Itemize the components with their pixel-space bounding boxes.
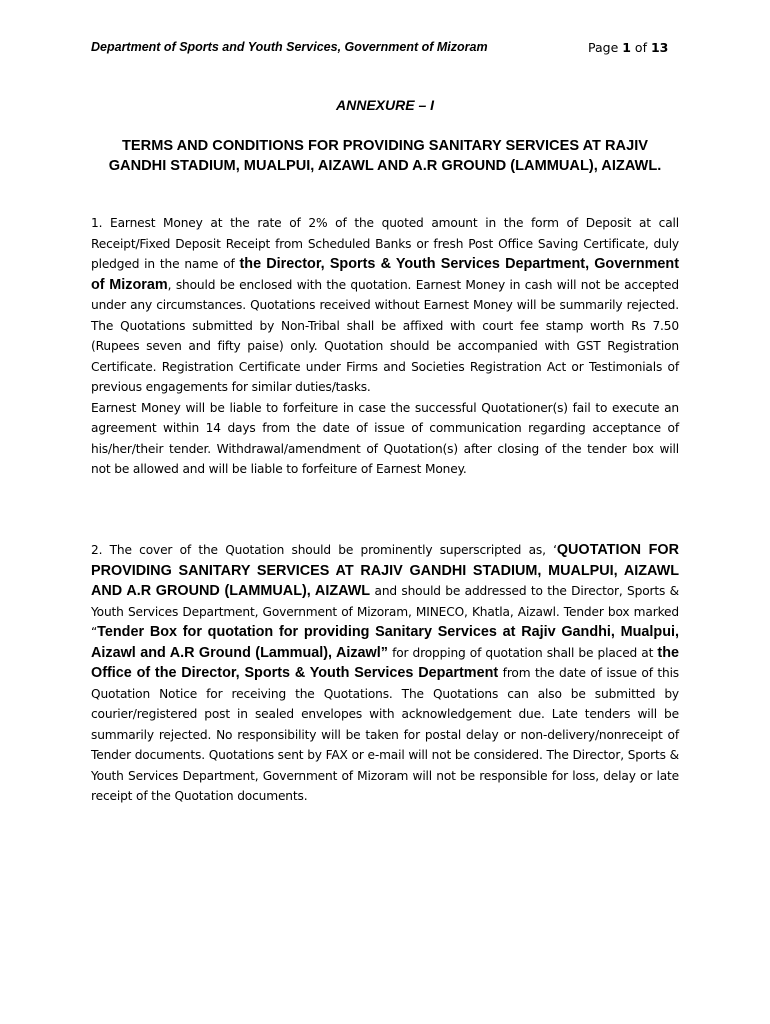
page-prefix: Page — [588, 40, 623, 55]
section-1-paragraph-2: Earnest Money will be liable to forfeiture in case the successful Quotationer(s) fail to execute an agreement within 14 days from the date of issue of communication regarding acceptance of his/her/their tender. Withdrawal/amendment of Quotation(s) after closing of the tender box will not be allowed and will be liable to forfeiture of Earnest Money. — [91, 400, 679, 476]
section-2-tender-box: Tender Box for quotation for providing Sanitary Services at Rajiv Gandhi, Mualpui, Aizawl and A.R Ground (Lammual), Aizawl” — [91, 624, 679, 661]
section-1-paragraph-1 — [91, 213, 679, 398]
section-2-office: the Office of the Director, Sports & Youth Services Department — [91, 644, 679, 681]
page-header — [91, 40, 681, 60]
section-2-text-g: from the date of issue of this Quotation Notice for receiving the Quotations. The Quotations can also be submitted by courier/registered post in sealed envelopes with acknowledgement due. Late tenders will be summarily rejected. No responsibility will be taken for postal delay or non-delivery/nonreceipt of Tender documents. Quotations sent by FAX or e-mail will not be considered. The Director, Sports & Youth Services Department, Government of Mizoram will not be responsible for loss, delay or late receipt of the Quotation documents. — [91, 666, 680, 803]
document-title: TERMS AND CONDITIONS FOR PROVIDING SANITARY SERVICES AT RAJIV GANDHI STADIUM, MUALPUI, AIZAWL AND A.R GROUND (LAMMUAL), AIZAWL. — [108, 138, 662, 174]
section-1-pledge-name: the Director, Sports & Youth Services Department, Government of Mizoram — [91, 256, 679, 293]
page-indicator — [588, 40, 668, 55]
section-2-text-a: 2. The cover of the Quotation should be prominently superscripted as, ‘ — [91, 543, 557, 557]
page-of: of — [630, 40, 651, 55]
section-2 — [91, 540, 679, 807]
section-2-text-e: for dropping of quotation shall be placed at — [387, 645, 658, 660]
section-1-text-a: 1. Earnest Money at the rate of 2% of the quoted amount in the form of Deposit at call Receipt/Fixed Deposit Receipt from Scheduled Banks or fresh Post Office Saving Certificate, duly pledged in the name of — [91, 216, 679, 271]
page-number: 1 — [622, 40, 631, 55]
page-total: 13 — [650, 40, 669, 55]
annexure-heading: ANNEXURE – I — [335, 97, 435, 113]
section-2-superscription: QUOTATION FOR PROVIDING SANITARY SERVICES AT RAJIV GANDHI STADIUM, MUALPUI, AIZAWL AND A.R GROUND (LAMMUAL), AIZAWL — [91, 542, 679, 599]
section-1 — [91, 213, 679, 480]
header-department: Department of Sports and Youth Services, Government of Mizoram — [91, 40, 488, 54]
section-2-paragraph — [91, 540, 679, 807]
section-2-text-c: and should be addressed to the Director, Sports & Youth Services Department, Government of Mizoram, MINECO, Khatla, Aizawl. Tender box marked “ — [91, 584, 679, 639]
section-1-text-c: , should be enclosed with the quotation. Earnest Money in cash will not be accepted under any circumstances. Quotations received without Earnest Money will be summarily rejected. The Quotations submitted by Non-Tribal shall be affixed with court fee stamp worth Rs 7.50 (Rupees seven and fifty paise) only. Quotation should be accompanied with GST Registration Certificate. Registration Certificate under Firms and Societies Registration Act or Testimonials of previous engagements for similar duties/tasks. — [91, 277, 679, 394]
